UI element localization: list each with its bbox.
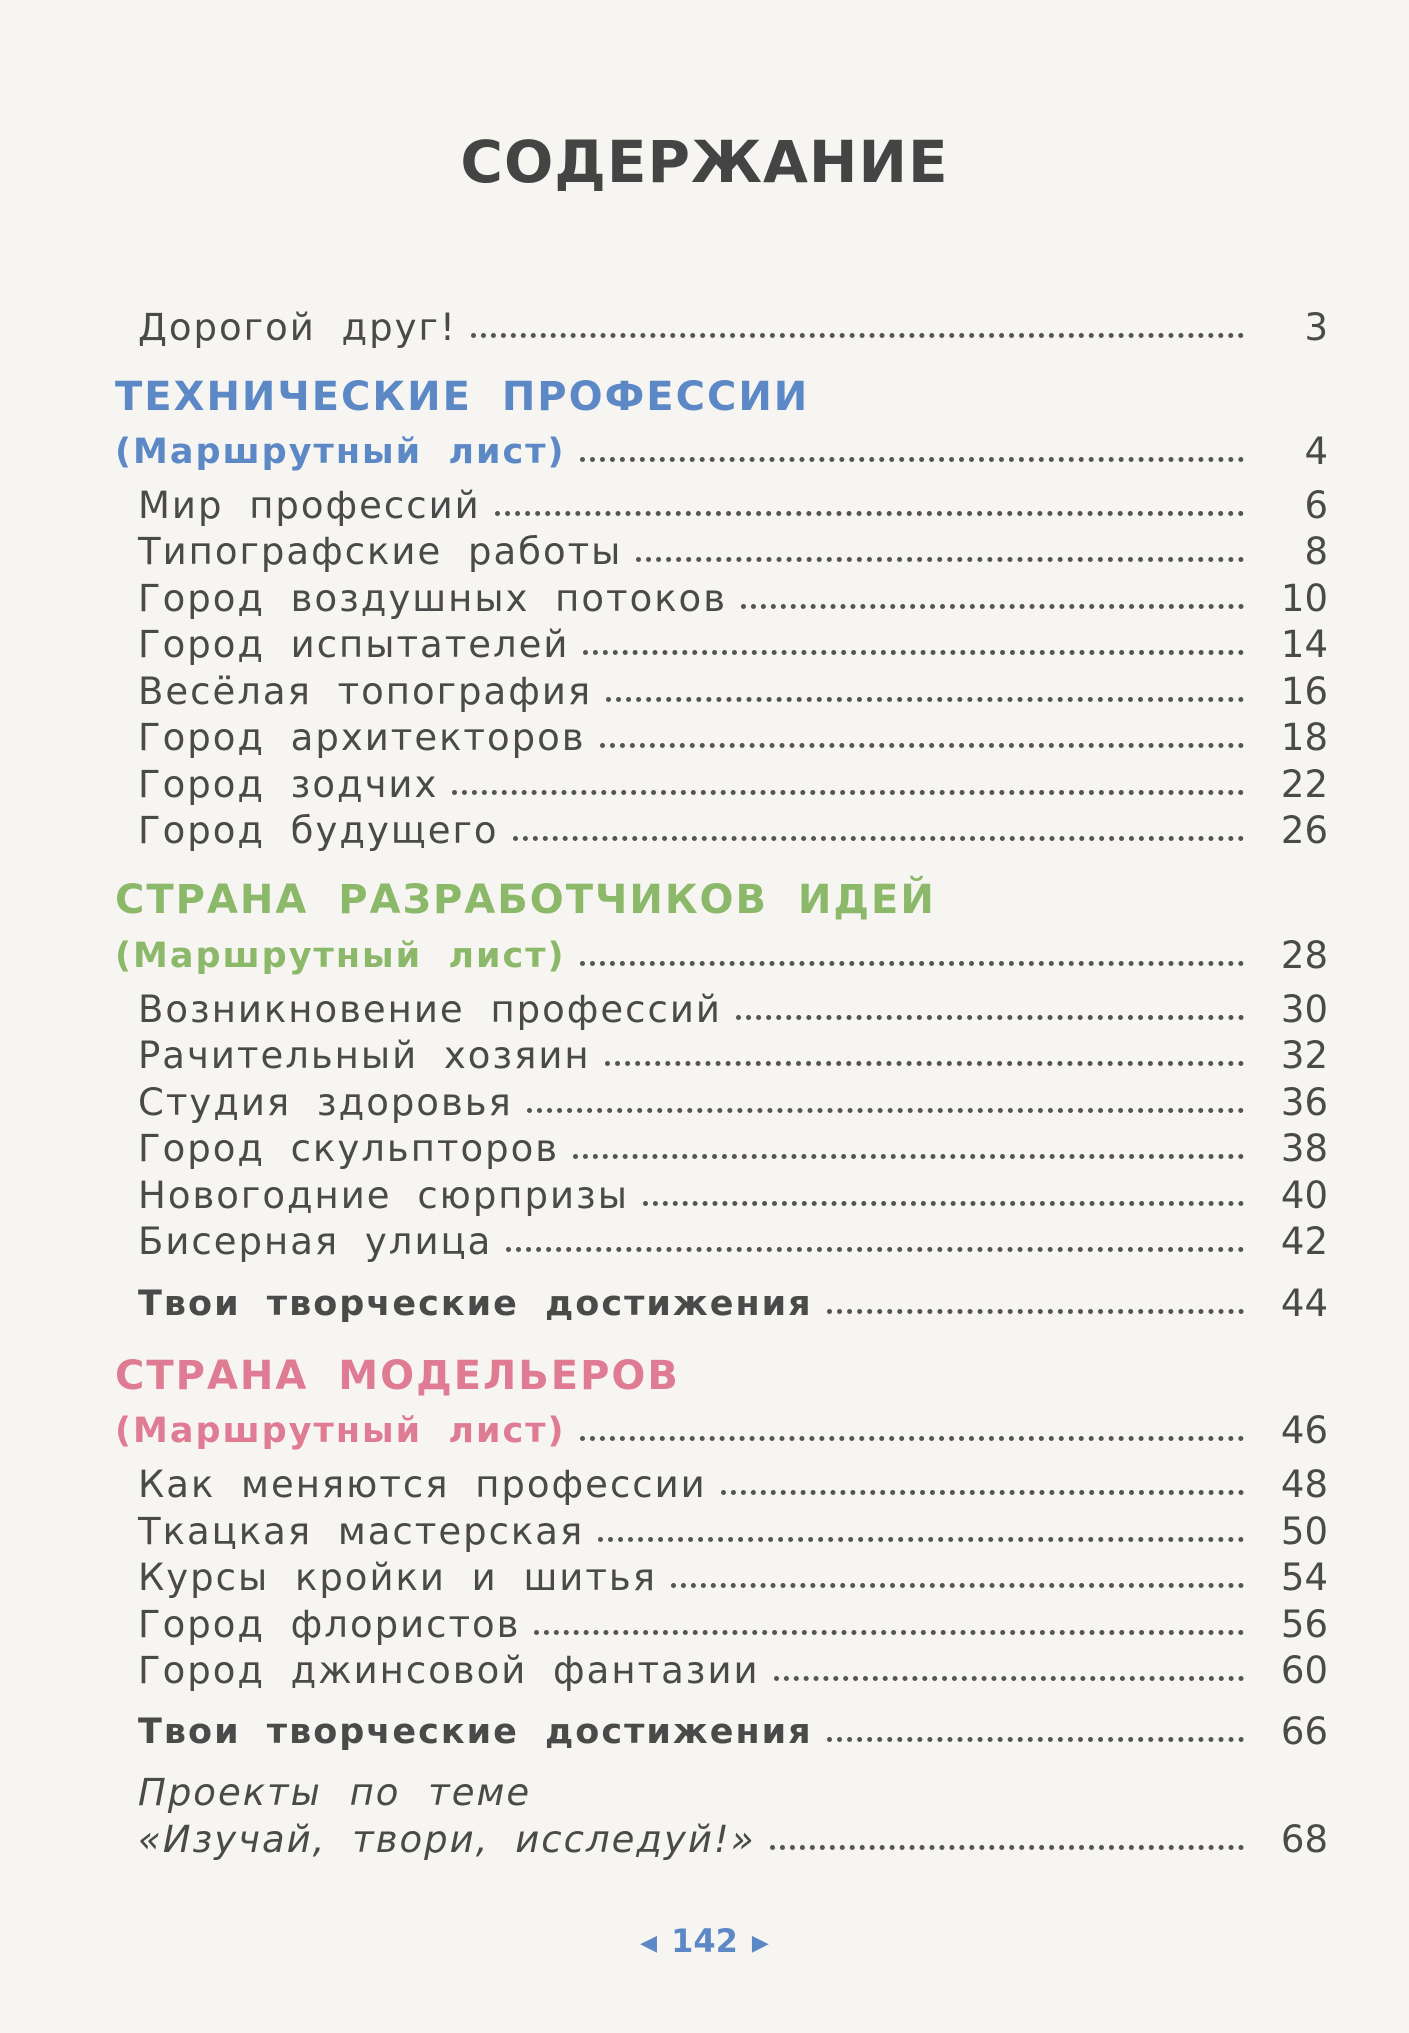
entry-page: 22 xyxy=(1280,763,1328,806)
dot-leader xyxy=(534,1630,1244,1635)
entry-page: 44 xyxy=(1280,1282,1328,1325)
toc-entry[interactable] xyxy=(138,1164,1328,1217)
dot-leader xyxy=(600,743,1244,748)
page-number-value: 142 xyxy=(671,1922,738,1960)
entry-title: Ткацкая мастерская xyxy=(138,1510,585,1553)
entry-page: 68 xyxy=(1280,1818,1328,1861)
dot-leader xyxy=(827,1309,1244,1314)
entry-page: 60 xyxy=(1280,1649,1328,1692)
toc-entry-achievements[interactable] xyxy=(138,1700,1328,1753)
dot-leader xyxy=(580,961,1244,966)
entry-title: Весёлая топография xyxy=(138,670,593,713)
entry-page: 40 xyxy=(1280,1174,1328,1217)
entry-page: 28 xyxy=(1280,934,1328,977)
toc-entry-projects[interactable] xyxy=(138,1808,1328,1861)
toc-entry[interactable] xyxy=(138,799,1328,852)
toc-entry-route-designers[interactable] xyxy=(115,1399,1328,1452)
toc-entry[interactable] xyxy=(138,1453,1328,1506)
toc-entry[interactable] xyxy=(138,1546,1328,1599)
dot-leader xyxy=(580,457,1244,462)
entry-title: (Маршрутный лист) xyxy=(115,936,566,976)
toc-entry[interactable] xyxy=(138,660,1328,713)
dot-leader xyxy=(774,1676,1244,1681)
toc-entry[interactable] xyxy=(138,753,1328,806)
entry-title: Мир профессий xyxy=(138,484,481,527)
dot-leader xyxy=(770,1845,1244,1850)
dot-leader xyxy=(605,1061,1244,1066)
toc-entry-intro[interactable] xyxy=(138,296,1328,349)
entry-title: Как меняются профессии xyxy=(138,1463,707,1506)
entry-title: Город воздушных потоков xyxy=(138,577,727,620)
entry-title: Дорогой друг! xyxy=(138,306,457,349)
triangle-left-icon: ◀ xyxy=(640,1930,658,1956)
entry-title: Студия здоровья xyxy=(138,1081,513,1124)
dot-leader xyxy=(471,333,1244,338)
entry-page: 18 xyxy=(1280,716,1328,759)
entry-page: 3 xyxy=(1304,306,1328,349)
triangle-right-icon: ▶ xyxy=(751,1930,769,1956)
section-heading-designers: СТРАНА МОДЕЛЬЕРОВ xyxy=(115,1353,680,1399)
dot-leader xyxy=(583,650,1244,655)
toc-entry[interactable] xyxy=(138,1500,1328,1553)
dot-leader xyxy=(721,1490,1244,1495)
dot-leader xyxy=(827,1737,1244,1742)
dot-leader xyxy=(643,1201,1244,1206)
toc-entry[interactable] xyxy=(138,706,1328,759)
entry-title: Город скульпторов xyxy=(138,1127,560,1170)
dot-leader xyxy=(573,1154,1244,1159)
dot-leader xyxy=(736,1015,1244,1020)
entry-title: Город архитекторов xyxy=(138,716,586,759)
entry-title: (Маршрутный лист) xyxy=(115,432,566,472)
entry-title: (Маршрутный лист) xyxy=(115,1411,566,1451)
entry-title: Новогодние сюрпризы xyxy=(138,1174,629,1217)
toc-entry[interactable] xyxy=(138,1639,1328,1692)
toc-entry[interactable] xyxy=(138,1117,1328,1170)
entry-page: 50 xyxy=(1280,1510,1328,1553)
toc-entry[interactable] xyxy=(138,520,1328,573)
entry-page: 26 xyxy=(1280,809,1328,852)
section-heading-ideas: СТРАНА РАЗРАБОТЧИКОВ ИДЕЙ xyxy=(115,877,936,923)
dot-leader xyxy=(580,1436,1244,1441)
dot-leader xyxy=(495,511,1244,516)
entry-title: Возникновение профессий xyxy=(138,988,722,1031)
entry-title: Твои творческие достижения xyxy=(138,1712,813,1752)
toc-entry-route-ideas[interactable] xyxy=(115,924,1328,977)
toc-entry[interactable] xyxy=(138,1210,1328,1263)
entry-page: 46 xyxy=(1280,1409,1328,1452)
entry-page: 14 xyxy=(1280,623,1328,666)
toc-entry[interactable] xyxy=(138,567,1328,620)
entry-page: 8 xyxy=(1304,530,1328,573)
entry-title: Твои творческие достижения xyxy=(138,1284,813,1324)
entry-page: 38 xyxy=(1280,1127,1328,1170)
page-title: СОДЕРЖАНИЕ xyxy=(460,128,949,196)
toc-entry[interactable] xyxy=(138,1024,1328,1077)
dot-leader xyxy=(527,1108,1244,1113)
entry-title: Город испытателей xyxy=(138,623,570,666)
dot-leader xyxy=(606,697,1244,702)
entry-page: 56 xyxy=(1280,1603,1328,1646)
entry-page: 32 xyxy=(1280,1034,1328,1077)
entry-title: Рачительный хозяин xyxy=(138,1034,591,1077)
toc-entry[interactable] xyxy=(138,613,1328,666)
section-heading-technical: ТЕХНИЧЕСКИЕ ПРОФЕССИИ xyxy=(115,374,810,420)
projects-title-line: Проекты по теме xyxy=(138,1771,532,1814)
entry-page: 4 xyxy=(1304,430,1328,473)
entry-title: Курсы кройки и шитья xyxy=(138,1556,657,1599)
entry-page: 16 xyxy=(1280,670,1328,713)
entry-title: Город будущего xyxy=(138,809,499,852)
entry-title: Типографские работы xyxy=(138,530,623,573)
entry-title: Город джинсовой фантазии xyxy=(138,1649,760,1692)
dot-leader xyxy=(598,1537,1244,1542)
entry-page: 54 xyxy=(1280,1556,1328,1599)
entry-page: 10 xyxy=(1280,577,1328,620)
toc-entry[interactable] xyxy=(138,1593,1328,1646)
dot-leader xyxy=(671,1583,1244,1588)
dot-leader xyxy=(636,557,1244,562)
entry-page: 42 xyxy=(1280,1220,1328,1263)
entry-page: 6 xyxy=(1304,484,1328,527)
toc-entry[interactable] xyxy=(138,474,1328,527)
toc-entry[interactable] xyxy=(138,1071,1328,1124)
toc-entry-achievements[interactable] xyxy=(138,1272,1328,1325)
dot-leader xyxy=(506,1247,1244,1252)
entry-title: Город зодчих xyxy=(138,763,439,806)
dot-leader xyxy=(513,836,1244,841)
page-number xyxy=(0,1922,1409,1960)
entry-title: Город флористов xyxy=(138,1603,521,1646)
dot-leader xyxy=(452,790,1244,795)
entry-title: «Изучай, твори, исследуй!» xyxy=(138,1818,756,1861)
entry-page: 36 xyxy=(1280,1081,1328,1124)
entry-page: 66 xyxy=(1280,1710,1328,1753)
entry-title: Бисерная улица xyxy=(138,1220,493,1263)
toc-entry[interactable] xyxy=(138,978,1328,1031)
entry-page: 30 xyxy=(1280,988,1328,1031)
dot-leader xyxy=(741,604,1244,609)
entry-page: 48 xyxy=(1280,1463,1328,1506)
toc-entry-route-technical[interactable] xyxy=(115,420,1328,473)
